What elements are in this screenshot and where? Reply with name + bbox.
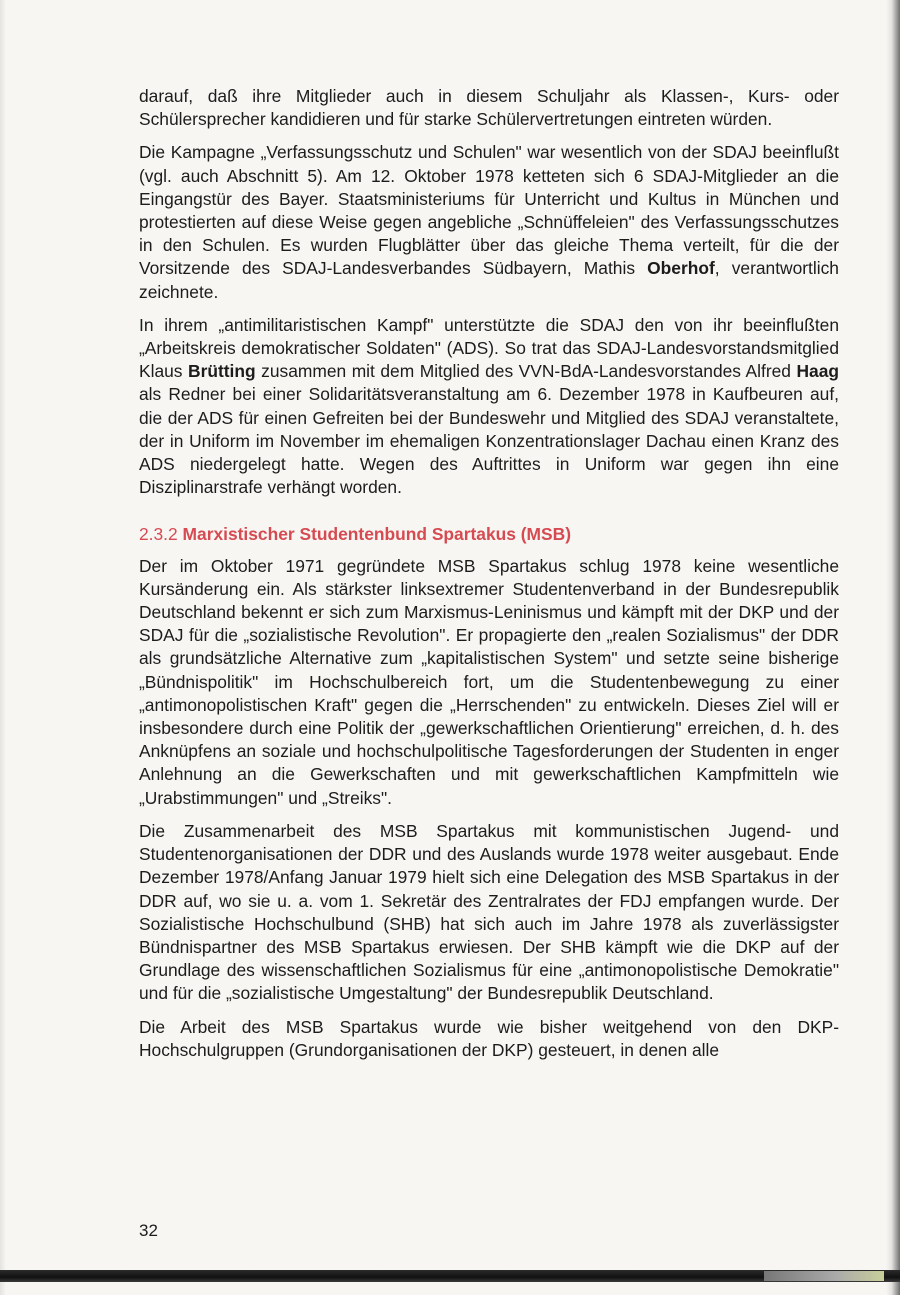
paragraph (139, 555, 839, 810)
paragraph (139, 1016, 839, 1062)
page-edge-right (886, 0, 900, 1295)
intro-paragraphs (139, 85, 839, 499)
paragraph (139, 85, 839, 131)
paragraph (139, 820, 839, 1006)
text-run: Die Kampagne „Verfassungsschutz und Schulen" war wesentlich von der SDAJ beeinflußt (vgl. auch Abschnitt 5). Am 12. Oktober 1978 ketteten sich 6 SDAJ-Mitglieder an die Eingangstür des Bayer. Staatsministeriums für Unterricht und Kultus in München und protestierten auf diese Weise gegen angebliche „Schnüffeleien" des Verfassungsschutzes in den Schulen. Es wurden Flugblätter über das gleiche Thema verteilt, für die der Vorsitzende des SDAJ-Landesverbandes Südbayern, Mathis (139, 142, 839, 279)
page-body (139, 85, 839, 1072)
person-name: Oberhof (647, 258, 715, 279)
text-run: zusammen mit dem Mitglied des VVN-BdA-Landesvorstandes Alfred (255, 361, 797, 382)
text-run: In ihrem „antimilitaristischen Kampf" unterstützte die SDAJ den von ihr beeinflußten „Arbeitskreis demokratischer Soldaten" (ADS). So trat das SDAJ-Landesvorstandsmitglied Klaus (139, 314, 839, 382)
paragraph (139, 314, 839, 500)
section-paragraphs (139, 555, 839, 1062)
section-heading (139, 523, 839, 546)
text-run: Die Arbeit des MSB Spartakus wurde wie bisher weitgehend von den DKP-Hochschulgruppen (Grundorganisationen der DKP) gesteuert, in denen alle (139, 1016, 839, 1060)
scan-color-strip (764, 1271, 884, 1281)
text-run: Der im Oktober 1971 gegründete MSB Spartakus schlug 1978 keine wesentliche Kursänderung ein. Als stärkster linksextremer Studentenverband in der Bundesrepublik Deutschland bekennt er sich zum Marxismus-Leninismus und kämpft mit der DKP und der SDAJ für die „sozialistische Revolution". Er propagierte den „realen Sozialismus" der DDR als grundsätzliche Alternative zum „kapitalistischen System" und setzte seine bisherige „Bündnispolitik" im Hochschulbereich fort, um die Studentenbewegung zu einer „antimonopolistischen Kraft" gegen die „Herrschenden" zu entwickeln. Dieses Ziel will er insbesondere durch eine Politik der „gewerkschaftlichen Orientierung" erreichen, d. h. des Anknüpfens an soziale und hochschulpolitische Tagesforderungen der Studenten in enger Anlehnung an die Gewerkschaften und mit gewerkschaftlichen Kampfmitteln wie „Urabstimmungen" und „Streiks". (139, 555, 839, 808)
page-number: 32 (139, 1221, 158, 1240)
section-number: 2.3.2 (139, 524, 178, 545)
text-run: , verantwortlich zeichnete. (139, 258, 839, 302)
scan-bottom-edge (0, 1270, 900, 1282)
section-title: Marxistischer Studentenbund Spartakus (MSB) (182, 524, 571, 545)
text-run: Die Zusammenarbeit des MSB Spartakus mit kommunistischen Jugend- und Studentenorganisationen der DDR und des Auslands wurde 1978 weiter ausgebaut. Ende Dezember 1978/Anfang Januar 1979 hielt sich eine Delegation des MSB Spartakus in der DDR auf, wo sie u. a. vom 1. Sekretär des Zentralrates der FDJ empfangen wurde. Der Sozialistische Hochschulbund (SHB) hat sich auch im Jahre 1978 als zuverlässigster Bündnispartner des MSB Spartakus erwiesen. Der SHB kämpft wie die DKP auf der Grundlage des wissenschaftlichen Sozialismus für eine „antimonopolistische Demokratie" und für die „sozialistische Umgestaltung" der Bundesrepublik Deutschland. (139, 820, 839, 1004)
paragraph (139, 141, 839, 303)
person-name: Haag (796, 361, 840, 382)
person-name: Brütting (188, 361, 256, 382)
page-edge-left (0, 0, 6, 1295)
text-run: als Redner bei einer Solidaritätsveranstaltung am 6. Dezember 1978 in Kaufbeuren auf, die der ADS für einen Gefreiten bei der Bundeswehr und Mitglied des SDAJ veranstaltete, der in Uniform im November im ehemaligen Konzentrationslager Dachau einen Kranz des ADS niedergelegt hatte. Wegen des Auftrittes in Uniform war gegen ihn eine Disziplinarstrafe verhängt worden. (139, 384, 839, 498)
text-run: darauf, daß ihre Mitglieder auch in diesem Schuljahr als Klassen-, Kurs- oder Schülersprecher kandidieren und für starke Schülervertretungen eintreten würden. (139, 86, 839, 130)
